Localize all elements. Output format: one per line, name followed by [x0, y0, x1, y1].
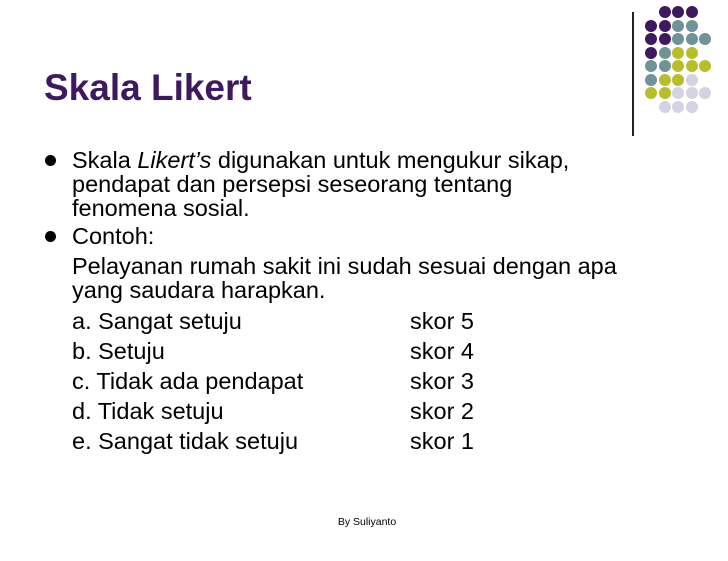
decorative-dot — [659, 20, 671, 32]
scale-option-row — [44, 306, 694, 336]
scale-option-score: skor 4 — [410, 338, 474, 364]
decorative-dot — [699, 60, 711, 72]
definition-line-2: pendapat dan persepsi seseorang tentang — [72, 171, 513, 197]
definition-line-1 — [72, 148, 694, 172]
example-label: Contoh: — [72, 223, 155, 249]
decorative-dot — [686, 74, 698, 86]
definition-prefix: Skala — [72, 147, 138, 173]
decorative-dot — [672, 101, 684, 113]
bullet-item-definition — [44, 148, 694, 220]
scale-option-row — [44, 366, 694, 396]
scale-option-score: skor 1 — [410, 428, 474, 454]
decorative-dot — [645, 60, 657, 72]
decorative-dot — [686, 87, 698, 99]
example-question-line-1: Pelayanan rumah sakit ini sudah sesuai dengan apa — [72, 253, 617, 279]
decorative-dot — [686, 60, 698, 72]
decorative-dot — [659, 33, 671, 45]
decorative-dot — [659, 47, 671, 59]
definition-line-3: fenomena sosial. — [72, 195, 250, 221]
decorative-dot — [686, 6, 698, 18]
decorative-dot — [672, 47, 684, 59]
decorative-dot — [699, 33, 711, 45]
bullet-item-example — [44, 224, 694, 248]
decorative-dot — [672, 60, 684, 72]
decorative-dot — [672, 33, 684, 45]
decorative-dot — [686, 20, 698, 32]
bullet-icon — [45, 231, 56, 242]
decorative-dot-grid — [645, 6, 725, 121]
scale-option-score: skor 2 — [410, 398, 474, 424]
scale-option-row — [44, 426, 694, 456]
decorative-dot — [672, 87, 684, 99]
scale-option-score: skor 3 — [410, 368, 474, 394]
scale-option-label: e. Sangat tidak setuju — [72, 428, 299, 454]
decorative-dot — [659, 74, 671, 86]
decorative-dot — [672, 74, 684, 86]
decorative-dot — [686, 47, 698, 59]
definition-line-1-rest: digunakan untuk mengukur sikap, — [211, 147, 570, 173]
slide-footer-author: By Suliyanto — [337, 516, 397, 528]
decorative-dot — [645, 47, 657, 59]
decorative-dot — [645, 20, 657, 32]
decorative-dot — [659, 87, 671, 99]
scale-option-row — [44, 396, 694, 426]
scale-option-label: a. Sangat setuju — [72, 308, 242, 334]
decorative-dot — [672, 20, 684, 32]
scale-option-label: d. Tidak setuju — [72, 398, 224, 424]
decorative-dot — [699, 87, 711, 99]
decorative-dot — [659, 101, 671, 113]
scale-option-row — [44, 336, 694, 366]
scale-option-label: c. Tidak ada pendapat — [72, 368, 304, 394]
decorative-vertical-line — [632, 12, 634, 136]
bullet-icon — [45, 155, 56, 166]
decorative-dot — [659, 6, 671, 18]
scale-option-label: b. Setuju — [72, 338, 165, 364]
scale-option-score: skor 5 — [410, 308, 474, 334]
decorative-dot — [645, 87, 657, 99]
decorative-dot — [645, 74, 657, 86]
definition-italic-term: Likert’s — [137, 147, 212, 173]
decorative-dot — [659, 60, 671, 72]
slide-title: Skala Likert — [44, 67, 252, 108]
example-question-line-2: yang saudara harapkan. — [72, 277, 326, 303]
decorative-dot — [645, 33, 657, 45]
decorative-dot — [686, 33, 698, 45]
decorative-dot — [672, 6, 684, 18]
decorative-dot — [686, 101, 698, 113]
slide-content — [44, 148, 694, 456]
